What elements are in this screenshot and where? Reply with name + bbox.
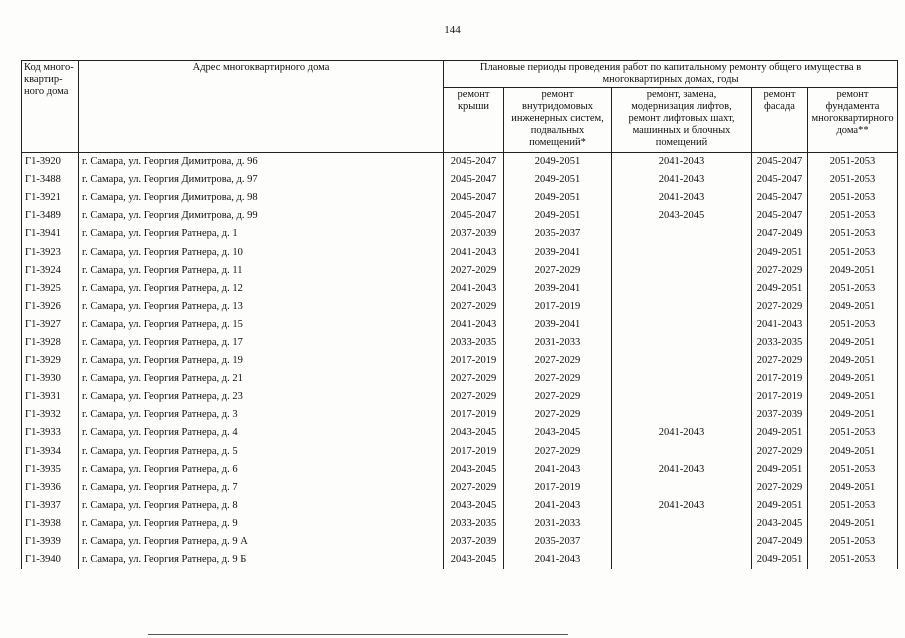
header-address: Адрес многоквартирного дома	[79, 61, 444, 153]
header-code: Код много-квартир-ного дома	[22, 61, 79, 153]
table-row	[22, 207, 898, 225]
table-row	[22, 280, 898, 298]
cell-roof: 2041-2043	[444, 280, 504, 298]
cell-roof: 2037-2039	[444, 225, 504, 243]
cell-engineering: 2043-2045	[504, 424, 612, 442]
capital-repair-table	[21, 60, 898, 569]
cell-foundation: 2049-2051	[808, 370, 898, 388]
table-row	[22, 443, 898, 461]
cell-code: Г1-3920	[22, 153, 79, 172]
cell-facade: 2049-2051	[752, 280, 808, 298]
cell-engineering: 2035-2037	[504, 533, 612, 551]
table-row	[22, 406, 898, 424]
table-row	[22, 461, 898, 479]
cell-engineering: 2039-2041	[504, 243, 612, 261]
cell-code: Г1-3924	[22, 262, 79, 280]
cell-address: г. Самара, ул. Георгия Ратнера, д. 9	[79, 515, 444, 533]
cell-code: Г1-3931	[22, 388, 79, 406]
cell-engineering: 2039-2041	[504, 316, 612, 334]
cell-address: г. Самара, ул. Георгия Димитрова, д. 99	[79, 207, 444, 225]
cell-roof: 2041-2043	[444, 316, 504, 334]
cell-engineering: 2039-2041	[504, 280, 612, 298]
cell-elevators: 2041-2043	[612, 171, 752, 189]
cell-facade: 2043-2045	[752, 515, 808, 533]
cell-engineering: 2027-2029	[504, 443, 612, 461]
cell-facade: 2027-2029	[752, 479, 808, 497]
table-row	[22, 153, 898, 172]
cell-code: Г1-3925	[22, 280, 79, 298]
table-row	[22, 551, 898, 569]
cell-roof: 2043-2045	[444, 424, 504, 442]
cell-code: Г1-3939	[22, 533, 79, 551]
cell-engineering: 2049-2051	[504, 171, 612, 189]
page-number: 144	[444, 24, 461, 36]
cell-roof: 2045-2047	[444, 207, 504, 225]
cell-code: Г1-3936	[22, 479, 79, 497]
cell-address: г. Самара, ул. Георгия Ратнера, д. 8	[79, 497, 444, 515]
cell-elevators	[612, 316, 752, 334]
cell-code: Г1-3940	[22, 551, 79, 569]
table-row	[22, 262, 898, 280]
table-row	[22, 479, 898, 497]
cell-engineering: 2049-2051	[504, 189, 612, 207]
cell-roof: 2043-2045	[444, 497, 504, 515]
cell-engineering: 2041-2043	[504, 551, 612, 569]
table-row	[22, 497, 898, 515]
cell-engineering: 2027-2029	[504, 388, 612, 406]
cell-roof: 2017-2019	[444, 352, 504, 370]
cell-engineering: 2027-2029	[504, 370, 612, 388]
cell-roof: 2027-2029	[444, 262, 504, 280]
header-roof: ремонт крыши	[444, 88, 504, 153]
cell-elevators	[612, 443, 752, 461]
cell-roof: 2045-2047	[444, 189, 504, 207]
cell-foundation: 2051-2053	[808, 189, 898, 207]
cell-address: г. Самара, ул. Георгия Димитрова, д. 96	[79, 153, 444, 172]
header-foundation: ремонт фундамента многоквартирного дома**	[808, 88, 898, 153]
cell-engineering: 2027-2029	[504, 262, 612, 280]
cell-code: Г1-3938	[22, 515, 79, 533]
cell-elevators	[612, 515, 752, 533]
cell-elevators	[612, 352, 752, 370]
cell-facade: 2047-2049	[752, 533, 808, 551]
cell-code: Г1-3488	[22, 171, 79, 189]
cell-code: Г1-3935	[22, 461, 79, 479]
cell-engineering: 2027-2029	[504, 406, 612, 424]
cell-foundation: 2051-2053	[808, 243, 898, 261]
table-row	[22, 225, 898, 243]
header-elevators: ремонт, замена, модернизация лифтов, ремонт лифтовых шахт, машинных и блочных помещений	[612, 88, 752, 153]
cell-foundation: 2051-2053	[808, 551, 898, 569]
table-row	[22, 298, 898, 316]
cell-facade: 2049-2051	[752, 551, 808, 569]
cell-roof: 2045-2047	[444, 171, 504, 189]
cell-foundation: 2051-2053	[808, 461, 898, 479]
cell-elevators	[612, 262, 752, 280]
cell-code: Г1-3934	[22, 443, 79, 461]
cell-roof: 2043-2045	[444, 551, 504, 569]
cell-facade: 2033-2035	[752, 334, 808, 352]
cell-foundation: 2051-2053	[808, 497, 898, 515]
cell-address: г. Самара, ул. Георгия Ратнера, д. 6	[79, 461, 444, 479]
cell-roof: 2043-2045	[444, 461, 504, 479]
cell-engineering: 2041-2043	[504, 461, 612, 479]
cell-facade: 2045-2047	[752, 171, 808, 189]
cell-foundation: 2049-2051	[808, 298, 898, 316]
table-row	[22, 243, 898, 261]
cell-engineering: 2031-2033	[504, 515, 612, 533]
cell-facade: 2017-2019	[752, 388, 808, 406]
table-row	[22, 316, 898, 334]
cell-code: Г1-3489	[22, 207, 79, 225]
cell-engineering: 2041-2043	[504, 497, 612, 515]
header-engineering: ремонт внутридомовых инженерных систем, подвальных помещений*	[504, 88, 612, 153]
cell-foundation: 2049-2051	[808, 515, 898, 533]
cell-code: Г1-3937	[22, 497, 79, 515]
table-row	[22, 352, 898, 370]
cell-foundation: 2049-2051	[808, 479, 898, 497]
cell-facade: 2049-2051	[752, 424, 808, 442]
cell-engineering: 2017-2019	[504, 298, 612, 316]
cell-address: г. Самара, ул. Георгия Ратнера, д. 7	[79, 479, 444, 497]
cell-roof: 2017-2019	[444, 443, 504, 461]
cell-roof: 2033-2035	[444, 515, 504, 533]
cell-engineering: 2027-2029	[504, 352, 612, 370]
cell-foundation: 2049-2051	[808, 262, 898, 280]
cell-facade: 2045-2047	[752, 153, 808, 172]
cell-roof: 2027-2029	[444, 370, 504, 388]
cell-engineering: 2017-2019	[504, 479, 612, 497]
table-header	[22, 61, 898, 153]
cell-roof: 2027-2029	[444, 388, 504, 406]
cell-address: г. Самара, ул. Георгия Ратнера, д. 4	[79, 424, 444, 442]
cell-code: Г1-3929	[22, 352, 79, 370]
cell-foundation: 2051-2053	[808, 533, 898, 551]
cell-foundation: 2051-2053	[808, 171, 898, 189]
cell-address: г. Самара, ул. Георгия Ратнера, д. 1	[79, 225, 444, 243]
header-facade: ремонт фасада	[752, 88, 808, 153]
cell-elevators	[612, 243, 752, 261]
cell-address: г. Самара, ул. Георгия Димитрова, д. 97	[79, 171, 444, 189]
cell-address: г. Самара, ул. Георгия Ратнера, д. 5	[79, 443, 444, 461]
table-row	[22, 171, 898, 189]
cell-code: Г1-3927	[22, 316, 79, 334]
cell-address: г. Самара, ул. Георгия Ратнера, д. 21	[79, 370, 444, 388]
cell-facade: 2017-2019	[752, 370, 808, 388]
cell-address: г. Самара, ул. Георгия Ратнера, д. 13	[79, 298, 444, 316]
cell-facade: 2041-2043	[752, 316, 808, 334]
cell-facade: 2047-2049	[752, 225, 808, 243]
cell-code: Г1-3926	[22, 298, 79, 316]
cell-facade: 2045-2047	[752, 207, 808, 225]
cell-address: г. Самара, ул. Георгия Ратнера, д. 3	[79, 406, 444, 424]
table-row	[22, 189, 898, 207]
cell-foundation: 2049-2051	[808, 443, 898, 461]
cell-elevators	[612, 406, 752, 424]
cell-elevators	[612, 388, 752, 406]
cell-facade: 2045-2047	[752, 189, 808, 207]
cell-elevators	[612, 298, 752, 316]
cell-code: Г1-3933	[22, 424, 79, 442]
cell-elevators: 2043-2045	[612, 207, 752, 225]
cell-roof: 2045-2047	[444, 153, 504, 172]
cell-facade: 2027-2029	[752, 443, 808, 461]
table-row	[22, 388, 898, 406]
bottom-rule	[148, 634, 568, 635]
cell-address: г. Самара, ул. Георгия Ратнера, д. 19	[79, 352, 444, 370]
cell-address: г. Самара, ул. Георгия Ратнера, д. 23	[79, 388, 444, 406]
cell-engineering: 2031-2033	[504, 334, 612, 352]
cell-elevators: 2041-2043	[612, 424, 752, 442]
cell-roof: 2033-2035	[444, 334, 504, 352]
cell-facade: 2027-2029	[752, 262, 808, 280]
cell-elevators	[612, 280, 752, 298]
header-periods: Плановые периоды проведения работ по капитальному ремонту общего имущества в многоквартирных домах, годы	[444, 61, 898, 88]
cell-elevators: 2041-2043	[612, 189, 752, 207]
cell-facade: 2049-2051	[752, 243, 808, 261]
cell-elevators: 2041-2043	[612, 497, 752, 515]
table-body	[22, 153, 898, 570]
cell-address: г. Самара, ул. Георгия Ратнера, д. 12	[79, 280, 444, 298]
table-row	[22, 533, 898, 551]
cell-elevators	[612, 334, 752, 352]
cell-foundation: 2049-2051	[808, 406, 898, 424]
cell-elevators: 2041-2043	[612, 461, 752, 479]
cell-foundation: 2051-2053	[808, 316, 898, 334]
cell-roof: 2027-2029	[444, 298, 504, 316]
cell-code: Г1-3941	[22, 225, 79, 243]
cell-roof: 2041-2043	[444, 243, 504, 261]
cell-engineering: 2035-2037	[504, 225, 612, 243]
cell-engineering: 2049-2051	[504, 153, 612, 172]
cell-facade: 2049-2051	[752, 461, 808, 479]
cell-address: г. Самара, ул. Георгия Ратнера, д. 11	[79, 262, 444, 280]
cell-foundation: 2051-2053	[808, 207, 898, 225]
cell-foundation: 2051-2053	[808, 153, 898, 172]
table-row	[22, 370, 898, 388]
cell-address: г. Самара, ул. Георгия Ратнера, д. 15	[79, 316, 444, 334]
cell-facade: 2037-2039	[752, 406, 808, 424]
cell-address: г. Самара, ул. Георгия Ратнера, д. 9 А	[79, 533, 444, 551]
cell-code: Г1-3928	[22, 334, 79, 352]
cell-elevators: 2041-2043	[612, 153, 752, 172]
cell-code: Г1-3923	[22, 243, 79, 261]
cell-foundation: 2051-2053	[808, 280, 898, 298]
cell-address: г. Самара, ул. Георгия Димитрова, д. 98	[79, 189, 444, 207]
cell-foundation: 2049-2051	[808, 388, 898, 406]
table-row	[22, 424, 898, 442]
cell-code: Г1-3921	[22, 189, 79, 207]
cell-foundation: 2049-2051	[808, 352, 898, 370]
cell-elevators	[612, 479, 752, 497]
table-row	[22, 334, 898, 352]
table-row	[22, 515, 898, 533]
cell-facade: 2027-2029	[752, 352, 808, 370]
cell-elevators	[612, 533, 752, 551]
cell-foundation: 2051-2053	[808, 225, 898, 243]
cell-elevators	[612, 225, 752, 243]
cell-address: г. Самара, ул. Георгия Ратнера, д. 17	[79, 334, 444, 352]
cell-facade: 2027-2029	[752, 298, 808, 316]
cell-elevators	[612, 551, 752, 569]
cell-facade: 2049-2051	[752, 497, 808, 515]
cell-engineering: 2049-2051	[504, 207, 612, 225]
cell-foundation: 2051-2053	[808, 424, 898, 442]
cell-address: г. Самара, ул. Георгия Ратнера, д. 9 Б	[79, 551, 444, 569]
cell-roof: 2037-2039	[444, 533, 504, 551]
cell-elevators	[612, 370, 752, 388]
cell-code: Г1-3930	[22, 370, 79, 388]
cell-roof: 2027-2029	[444, 479, 504, 497]
cell-foundation: 2049-2051	[808, 334, 898, 352]
cell-roof: 2017-2019	[444, 406, 504, 424]
cell-address: г. Самара, ул. Георгия Ратнера, д. 10	[79, 243, 444, 261]
cell-code: Г1-3932	[22, 406, 79, 424]
